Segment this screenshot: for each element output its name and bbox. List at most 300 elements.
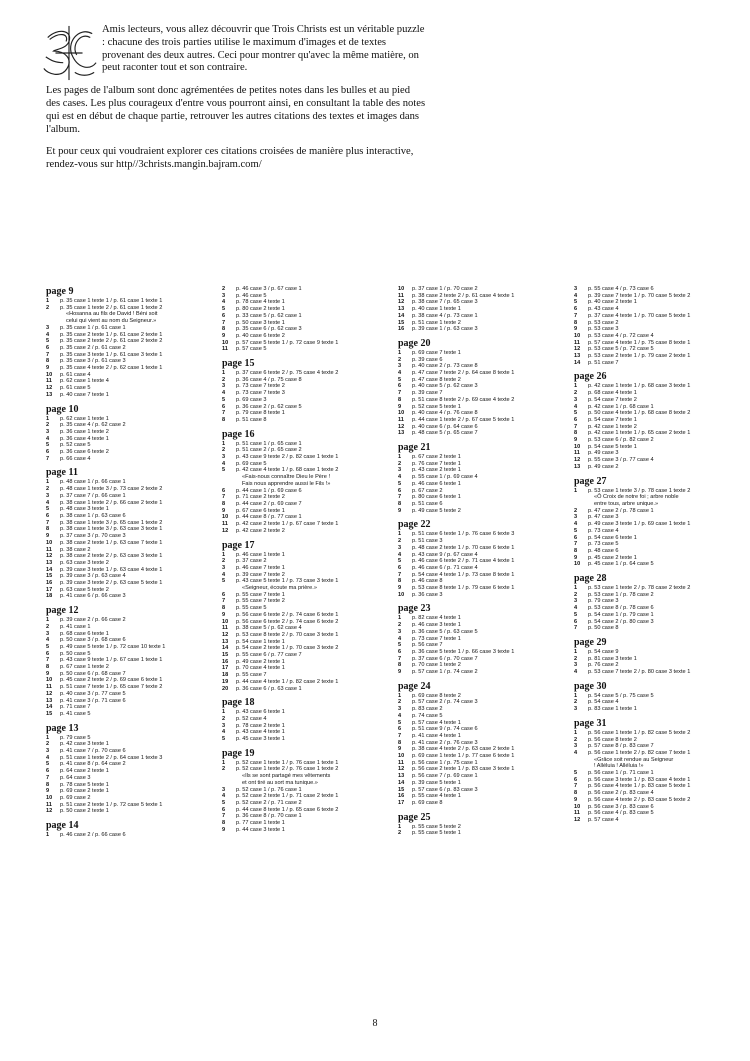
note-number: 7 (398, 390, 402, 397)
note-entry (222, 488, 388, 495)
note-entry (222, 632, 388, 639)
note-number: 13 (574, 463, 581, 470)
note-entry (574, 797, 740, 804)
note-number: 3 (222, 383, 226, 390)
note-reference: p. 42 case 1 texte 1 / p. 68 case 3 texte 1 (588, 383, 691, 390)
note-entry (46, 677, 212, 684)
note-entry (574, 326, 740, 333)
note-number: 13 (574, 353, 581, 360)
note-number: 1 (574, 692, 578, 699)
note-entry (398, 800, 564, 807)
note-entry (222, 766, 388, 773)
note-entry (574, 585, 740, 592)
note-entry (574, 561, 740, 568)
note-number: 18 (222, 672, 229, 679)
note-number: 16 (398, 793, 405, 800)
note-reference: p. 47 case 7 texte 2 / p. 64 case 8 texte 1 (412, 370, 515, 377)
note-reference: p. 69 case 8 texte 2 (412, 692, 461, 699)
note-entry (398, 753, 564, 760)
note-reference: p. 44 case 1 / p. 69 case 6 (236, 487, 302, 494)
note-reference: p. 41 case 6 / p. 66 case 3 (60, 593, 126, 600)
note-entry (46, 332, 212, 339)
note-entry (222, 467, 388, 474)
note-entry (398, 733, 564, 740)
note-entry (574, 706, 740, 713)
note-entry (46, 298, 212, 305)
page-heading: page 25 (398, 811, 431, 823)
note-reference: p. 49 case 3 texte 1 / p. 69 case 1 texte 1 (588, 521, 691, 528)
note-reference: p. 42 case 1 texte 2 (588, 423, 637, 430)
note-number: 14 (46, 566, 53, 573)
note-number: 14 (574, 359, 581, 366)
note-number: 2 (574, 655, 578, 662)
note-reference: p. 39 case 3 texte 1 / p. 63 case 4 texte 1 (60, 566, 163, 573)
note-entry (398, 565, 564, 572)
note-entry (46, 533, 212, 540)
note-reference: p. 55 case 3 / p. 77 case 4 (588, 457, 654, 464)
note-number: 13 (46, 697, 53, 704)
note-reference: p. 63 case 5 texte 2 (60, 586, 109, 593)
note-number: 1 (398, 692, 402, 699)
note-entry (46, 631, 212, 638)
note-entry (46, 540, 212, 547)
note-number: 2 (398, 699, 402, 706)
note-number: 3 (222, 786, 226, 793)
note-reference: p. 42 case 2 texte 2 (236, 527, 285, 534)
note-number: 4 (398, 712, 402, 719)
note-number: 18 (46, 593, 53, 600)
note-number: 17 (46, 586, 53, 593)
note-entry (398, 501, 564, 508)
note-reference: p. 62 case 1 texte 4 (60, 378, 109, 385)
note-entry (398, 293, 564, 300)
note-reference: p. 43 case 9 texte 2 / p. 82 case 1 texte 1 (236, 454, 339, 461)
note-entry (398, 773, 564, 780)
note-reference: p. 56 case 1 / p. 71 case 1 (588, 770, 654, 777)
note-entry (222, 390, 388, 397)
note-number: 20 (222, 685, 229, 692)
note-reference: p. 53 case 2 (588, 319, 619, 326)
note-reference: p. 40 case 6 texte 2 (236, 332, 285, 339)
note-number: 6 (222, 487, 226, 494)
note-number: 1 (222, 759, 226, 766)
note-reference: p. 39 case 7 (412, 390, 443, 397)
note-reference: p. 69 case 1 texte 1 / p. 77 case 6 texte 1 (412, 753, 515, 760)
note-entry (222, 723, 388, 730)
note-number: 6 (222, 312, 226, 319)
note-number: 4 (222, 460, 226, 467)
note-number: 8 (398, 662, 402, 669)
note-reference: p. 39 case 2 / p. 66 case 2 (60, 617, 126, 624)
note-reference: p. 48 case 1 texte 3 / p. 73 case 2 texte 2 (60, 486, 163, 493)
note-reference: p. 45 case 3 texte 1 (236, 736, 285, 743)
note-entry (222, 598, 388, 605)
note-reference: p. 57 case 8 / p. 83 case 7 (588, 743, 654, 750)
note-reference: p. 41 case 3 / p. 71 case 6 (60, 697, 126, 704)
note-entry (222, 729, 388, 736)
note-entry (398, 585, 564, 592)
note-number: 6 (398, 726, 402, 733)
note-number: 4 (574, 292, 578, 299)
note-reference: p. 53 case 6 / p. 82 case 2 (588, 437, 654, 444)
note-reference: p. 64 case 3 (60, 774, 91, 781)
note-reference: p. 42 case 3 texte 1 (60, 741, 109, 748)
note-number: 12 (222, 631, 229, 638)
note-number: 4 (574, 605, 578, 612)
note-entry (46, 704, 212, 711)
note-reference: p. 50 case 3 / p. 68 case 6 (60, 637, 126, 644)
note-entry (574, 770, 740, 777)
note-number: 1 (46, 479, 50, 486)
note-entry (574, 457, 740, 464)
note-entry (46, 808, 212, 815)
note-reference: p. 41 case 8 / p. 64 case 2 (60, 761, 126, 768)
note-entry (222, 333, 388, 340)
note-reference: p. 50 case 2 texte 1 (60, 808, 109, 815)
intro-paragraph-1: Amis lecteurs, vous allez découvrir que Trois Christs est un véritable puzzle : chacune des trois parties utilise le maximum d'images et de textes provenant des deux autres. Ceci pour montrer qu'avec la même matière, on peut raconter tout et son contraire. (102, 24, 425, 74)
note-entry (222, 454, 388, 461)
note-reference: p. 40 case 4 / p. 76 case 8 (412, 410, 478, 417)
note-entry (398, 545, 564, 552)
note-entry (46, 637, 212, 644)
note-entry (46, 513, 212, 520)
note-entry (574, 360, 740, 367)
note-entry (398, 320, 564, 327)
note-entry (222, 313, 388, 320)
note-entry (222, 572, 388, 579)
note-reference: p. 51 case 2 / p. 65 case 2 (236, 447, 302, 454)
note-number: 9 (46, 670, 50, 677)
note-reference: p. 52 case 2 texte 1 / p. 71 case 2 texte 1 (236, 793, 339, 800)
note-number: 1 (46, 298, 50, 304)
note-number: 14 (398, 312, 405, 319)
note-entry (222, 461, 388, 468)
note-number: 6 (398, 487, 402, 494)
note-number: 9 (574, 796, 578, 803)
note-entry (222, 346, 388, 353)
note-reference: p. 46 case 3 texte 1 (412, 622, 461, 629)
note-reference: p. 40 case 7 texte 1 (60, 391, 109, 398)
note-number: 12 (222, 527, 229, 534)
note-number: 5 (574, 410, 578, 417)
note-number: 5 (398, 642, 402, 649)
note-number: 2 (222, 286, 226, 292)
note-number: 10 (222, 339, 229, 346)
note-reference: p. 44 case 4 texte 1 / p. 82 case 2 texte 1 (236, 678, 339, 685)
note-number: 15 (46, 710, 53, 717)
note-number: 3 (574, 662, 578, 669)
note-entry (398, 793, 564, 800)
note-entry (574, 397, 740, 404)
note-reference: p. 55 case 7 texte 1 (236, 591, 285, 598)
note-entry (46, 671, 212, 678)
intro-text (46, 24, 426, 182)
note-number: 4 (398, 635, 402, 642)
note-reference: p. 79 case 8 texte 1 (236, 410, 285, 417)
note-entry (398, 656, 564, 663)
note-number: 7 (46, 455, 50, 462)
note-number: 7 (46, 519, 50, 526)
note-reference: p. 73 case 4 (588, 527, 619, 534)
note-reference: p. 56 case 6 texte 2 / p. 74 case 6 texte 1 (236, 611, 339, 618)
page-heading: page 21 (398, 442, 431, 454)
note-entry (574, 430, 740, 437)
note-reference: p. 35 case 3 / p. 61 case 3 (60, 358, 126, 365)
note-entry (46, 392, 212, 399)
note-entry (222, 286, 388, 293)
note-number: 7 (222, 494, 226, 501)
note-entry (222, 592, 388, 599)
page-heading: page 9 (46, 286, 74, 297)
note-entry (398, 390, 564, 397)
note-reference: p. 46 case 7 texte 1 (236, 564, 285, 571)
note-entry (574, 508, 740, 515)
note-number: 1 (398, 531, 402, 538)
note-reference: p. 78 case 2 texte 1 (236, 722, 285, 729)
note-reference: p. 43 case 2 texte 1 (412, 467, 461, 474)
note-entry (222, 447, 388, 454)
note-number: 7 (222, 410, 226, 417)
note-reference: p. 51 case 3 (412, 538, 443, 545)
note-reference: p. 35 case 2 texte 1 / p. 61 case 2 texte 1 (60, 331, 163, 338)
note-entry (222, 293, 388, 300)
note-number: 12 (46, 690, 53, 697)
note-number: 1 (222, 370, 226, 377)
page-heading: page 22 (398, 519, 431, 531)
note-reference: p. 35 case 2 / p. 61 case 2 (60, 344, 126, 351)
note-entry (46, 782, 212, 789)
note-number: 8 (46, 781, 50, 788)
note-reference: p. 49 case 5 texte 1 / p. 72 case 10 texte 1 (60, 643, 166, 650)
note-number: 11 (398, 416, 404, 423)
note-reference: p. 56 case 6 texte 2 / p. 74 case 6 texte 2 (236, 618, 339, 625)
note-entry (574, 521, 740, 528)
note-number: 17 (398, 800, 405, 806)
note-number: 10 (574, 803, 581, 810)
note-entry (398, 397, 564, 404)
page-heading: page 28 (574, 573, 607, 585)
note-reference: p. 46 case 3 / p. 67 case 1 (236, 286, 302, 292)
note-entry (46, 617, 212, 624)
note-reference: p. 55 case 1 / p. 69 case 4 (412, 474, 478, 481)
note-reference: p. 53 case 2 texte 1 / p. 79 case 2 texte 1 (588, 353, 691, 360)
note-number: 9 (574, 437, 578, 444)
note-number: 14 (46, 704, 53, 711)
note-entry (46, 449, 212, 456)
note-reference: p. 38 case 4 texte 2 / p. 63 case 2 texte 1 (412, 746, 515, 753)
note-number: 7 (222, 319, 226, 326)
note-number: 6 (46, 650, 50, 657)
note-reference: p. 44 case 1 texte 2 / p. 67 case 5 texte 1 (412, 416, 515, 423)
note-number: 5 (574, 527, 578, 534)
note-number: 6 (222, 591, 226, 598)
note-number: 3 (398, 628, 402, 635)
note-entry (46, 526, 212, 533)
note-entry (398, 830, 564, 837)
note-number: 13 (398, 306, 405, 313)
note-entry (574, 783, 740, 790)
note-entry (222, 508, 388, 515)
note-number: 11 (222, 346, 228, 353)
note-entry (46, 547, 212, 554)
note-number: 8 (222, 605, 226, 612)
note-reference: p. 36 case 4 texte 1 (60, 435, 109, 442)
note-reference: p. 69 case 3 (236, 396, 267, 403)
note-number: 13 (46, 559, 53, 566)
note-reference: p. 53 case 8 / p. 78 case 6 (588, 605, 654, 612)
note-reference: p. 55 case 7 (236, 672, 267, 679)
note-number: 8 (222, 500, 226, 507)
note-number: 9 (222, 611, 226, 618)
note-entry (222, 820, 388, 827)
note-entry (46, 416, 212, 423)
note-reference: p. 55 case 4 texte 1 (412, 793, 461, 800)
note-reference: p. 36 case 4 / p. 75 case 8 (236, 376, 302, 383)
note-reference: p. 39 case 3 / p. 63 case 4 (60, 573, 126, 580)
note-number: 4 (574, 521, 578, 528)
note-reference: p. 37 case 7 / p. 66 case 1 (60, 492, 126, 499)
note-entry (46, 664, 212, 671)
note-entry (46, 436, 212, 443)
note-entry (574, 699, 740, 706)
note-reference: p. 53 case 8 texte 1 / p. 79 case 6 texte 1 (412, 585, 515, 592)
note-entry (398, 313, 564, 320)
note-number: 3 (398, 467, 402, 474)
note-reference: p. 55 case 4 / p. 73 case 6 (588, 286, 654, 292)
note-reference: p. 35 case 1 texte 1 / p. 61 case 1 texte 1 (60, 298, 163, 304)
note-reference: p. 40 case 1 texte 1 (412, 306, 461, 313)
note-entry (398, 454, 564, 461)
note-reference: p. 53 case 1 texte 2 / p. 78 case 2 texte 2 (588, 585, 691, 592)
note-number: 9 (398, 585, 402, 592)
note-number: 6 (398, 648, 402, 655)
note-reference: p. 46 case 1 texte 1 (236, 551, 285, 558)
note-reference: p. 57 case 4 texte 1 / p. 75 case 8 texte 1 (588, 339, 691, 346)
note-number: 1 (398, 615, 402, 622)
note-entry (574, 340, 740, 347)
note-reference: p. 43 case 9 texte 1 / p. 67 case 1 texte 1 (60, 657, 163, 664)
note-reference: p. 54 case 1 / p. 79 case 1 (588, 611, 654, 618)
note-entry (222, 827, 388, 834)
note-entry (46, 573, 212, 580)
note-number: 5 (574, 611, 578, 618)
note-quote: «Hosanna au fils de David ! Béni soit (66, 311, 158, 318)
note-number: 9 (398, 403, 402, 410)
note-reference: p. 56 case 8 texte 2 (588, 736, 637, 743)
note-number: 7 (222, 813, 226, 820)
note-reference: p. 80 case 2 texte 1 (236, 306, 285, 313)
note-entry (222, 625, 388, 632)
note-entry (574, 313, 740, 320)
note-entry (222, 320, 388, 327)
note-number: 14 (398, 779, 405, 786)
note-reference: p. 46 case 6 texte 2 / p. 71 case 4 texte 1 (412, 558, 515, 565)
note-reference: p. 40 case 2 texte 1 (588, 299, 637, 306)
page-heading: page 23 (398, 603, 431, 615)
note-number: 5 (398, 480, 402, 487)
note-number: 4 (46, 637, 50, 644)
note-reference: p. 50 case 3 texte 1 (236, 319, 285, 326)
note-quote: et ont tiré au sort ma tunique.» (242, 779, 318, 786)
note-entry (398, 720, 564, 727)
note-reference: p. 56 case 3 texte 1 / p. 83 case 4 texte 1 (588, 776, 691, 783)
note-entry (574, 743, 740, 750)
note-entry (222, 397, 388, 404)
note-entry (222, 645, 388, 652)
note-reference: p. 42 case 1 texte 1 / p. 65 case 2 texte 1 (588, 430, 691, 437)
note-entry (222, 709, 388, 716)
note-entry (46, 624, 212, 631)
note-reference: p. 54 case 4 texte 1 / p. 73 case 8 texte 1 (412, 571, 515, 578)
note-entry (398, 740, 564, 747)
note-entry (574, 293, 740, 300)
note-entry (222, 578, 388, 585)
note-number: 6 (46, 512, 50, 519)
note-reference: p. 78 case 4 texte 1 (236, 299, 285, 306)
note-entry (398, 350, 564, 357)
note-entry (398, 363, 564, 370)
note-reference: p. 38 case 4 / p. 73 case 1 (412, 312, 478, 319)
note-entry (398, 377, 564, 384)
note-entry (46, 493, 212, 500)
note-reference: p. 76 case 2 (588, 662, 619, 669)
note-number: 8 (46, 358, 50, 365)
note-number: 13 (222, 638, 229, 645)
note-number: 10 (46, 677, 53, 684)
note-number: 8 (574, 547, 578, 554)
note-number: 4 (46, 435, 50, 442)
note-number: 3 (46, 428, 50, 435)
note-reference: p. 35 case 4 texte 2 / p. 62 case 1 texte 1 (60, 365, 163, 372)
note-reference: p. 42 case 2 texte 1 / p. 67 case 7 texte 1 (236, 521, 339, 528)
note-number: 1 (574, 383, 578, 390)
page-heading: page 10 (46, 403, 79, 415)
note-reference: p. 55 case 5 texte 2 (412, 823, 461, 830)
note-number: 4 (46, 331, 50, 338)
note-reference: p. 43 case 9 / p. 67 case 4 (412, 551, 478, 558)
note-entry (398, 383, 564, 390)
note-entry (574, 592, 740, 599)
note-entry (398, 558, 564, 565)
note-reference: p. 39 case 5 texte 1 (412, 779, 461, 786)
note-entry (46, 711, 212, 718)
note-number: 5 (46, 442, 50, 449)
note-reference: p. 54 case 2 texte 1 / p. 70 case 3 texte 2 (236, 645, 339, 652)
note-reference: p. 46 case 6 / p. 71 case 4 (412, 564, 478, 571)
note-entry (574, 817, 740, 824)
note-number: 5 (46, 643, 50, 650)
note-number: 12 (398, 766, 405, 773)
note-entry (574, 450, 740, 457)
note-entry (574, 383, 740, 390)
note-reference: p. 45 case 2 texte 1 (588, 554, 637, 561)
note-number: 14 (222, 645, 229, 652)
note-reference: p. 42 case 1 / p. 68 case 1 (588, 403, 654, 410)
note-reference: p. 54 case 2 / p. 80 case 3 (588, 618, 654, 625)
page-number: 8 (372, 1018, 378, 1029)
note-reference: p. 57 case 4 (588, 817, 619, 823)
note-number: 11 (46, 801, 52, 808)
notes-table (46, 286, 718, 1016)
note-reference: p. 74 case 5 (412, 712, 443, 719)
note-number: 12 (574, 457, 581, 464)
note-entry (398, 636, 564, 643)
note-reference: p. 71 case 2 texte 2 (236, 494, 285, 501)
note-reference: p. 51 case 2 texte 1 / p. 72 case 5 texte 1 (60, 801, 163, 808)
note-entry (574, 535, 740, 542)
note-number: 11 (222, 625, 228, 632)
note-reference: p. 45 case 1 / p. 64 case 5 (588, 561, 654, 568)
